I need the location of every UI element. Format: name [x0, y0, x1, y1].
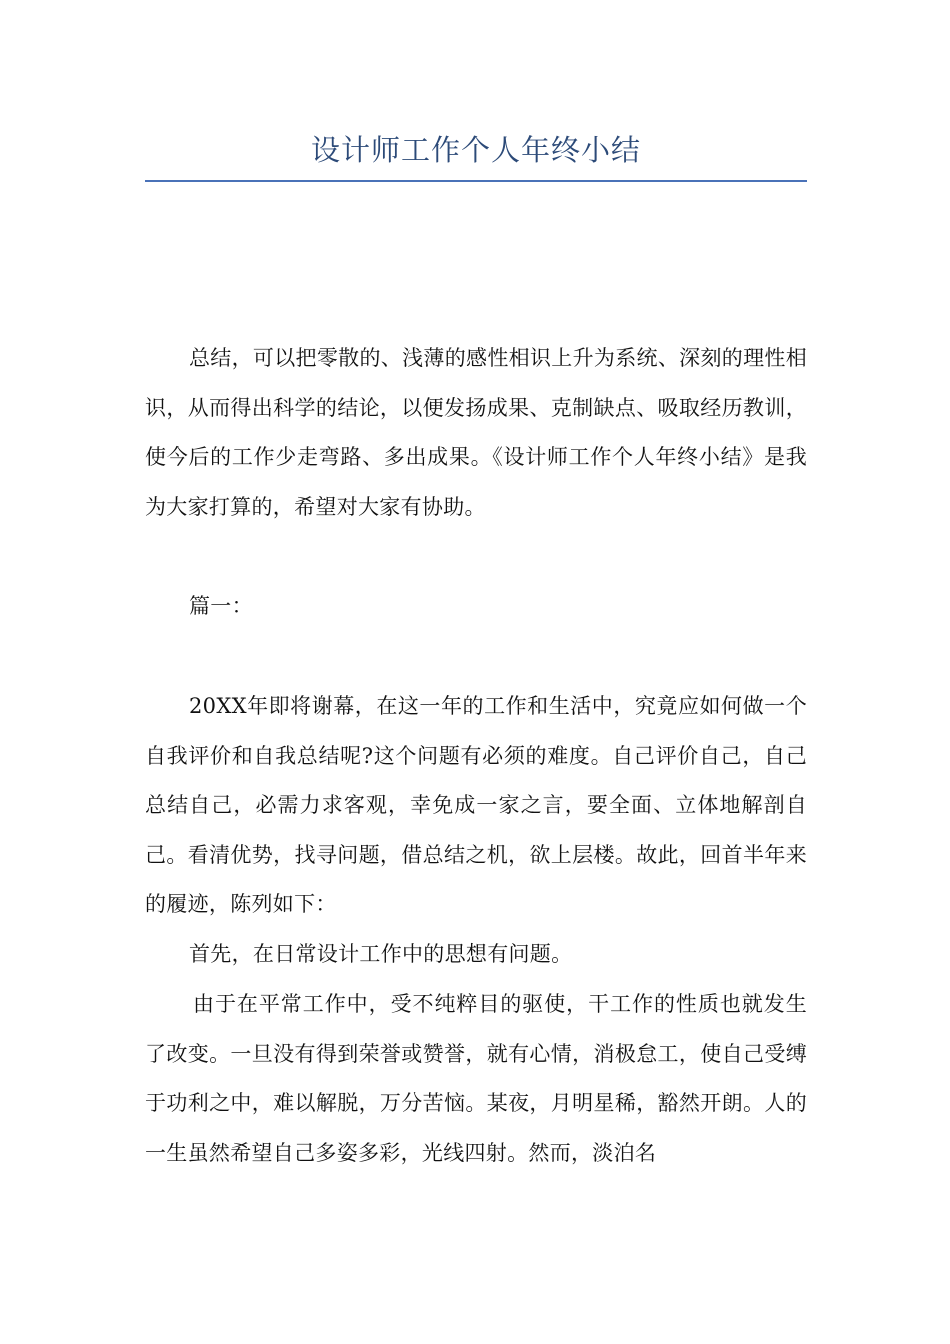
body-paragraph: 20XX年即将谢幕，在这一年的工作和生活中，究竟应如何做一个自我评价和自我总结呢?这个问题有必须的难度。自己评价自己，自己总结自己，必需力求客观，幸免成一家之言，要全面、立体地解剖自己。看清优势，找寻问题，借总结之机，欲上层楼。故此，回首半年来的履迹，陈列如下： [145, 694, 807, 916]
intro-paragraph: 总结，可以把零散的、浅薄的感性相识上升为系统、深刻的理性相识，从而得出科学的结论，以便发扬成果、克制缺点、吸取经历教训，使今后的工作少走弯路、多出成果。《设计师工作个人年终小结》是我为大家打算的，希望对大家有协助。 [145, 346, 807, 519]
part-label: 篇一： [189, 594, 253, 618]
body-paragraph: 首先，在日常设计工作中的思想有问题。 [189, 942, 573, 966]
body-paragraph: 由于在平常工作中，受不纯粹目的驱使，干工作的性质也就发生了改变。一旦没有得到荣誉或赞誉，就有心情，消极怠工，使自己受缚于功利之中，难以解脱，万分苦恼。某夜，月明星稀，豁然开朗。人的一生虽然希望自己多姿多彩，光线四射。然而，淡泊名 [145, 992, 807, 1165]
title-underline [145, 180, 807, 182]
document-title: 设计师工作个人年终小结 [310, 133, 641, 167]
